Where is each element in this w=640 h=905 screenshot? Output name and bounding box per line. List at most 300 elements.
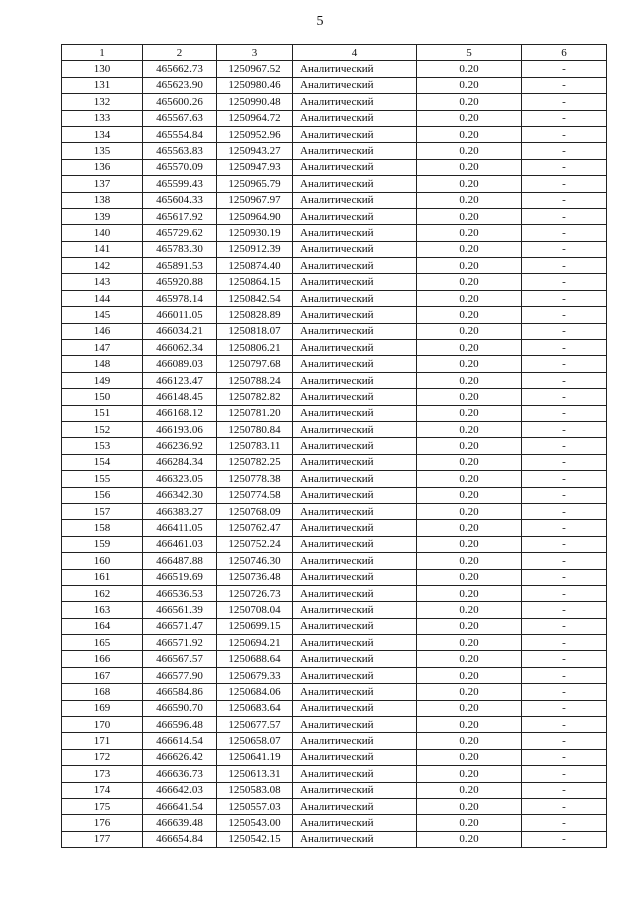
- point-number-cell: 135: [62, 143, 143, 159]
- table-row: [62, 176, 607, 192]
- x-coordinate-cell: 465617.92: [143, 208, 217, 224]
- accuracy-cell: 0.20: [417, 61, 522, 77]
- point-number-cell: 177: [62, 831, 143, 847]
- y-coordinate-cell: 1250930.19: [217, 225, 293, 241]
- method-cell: Аналитический: [293, 94, 417, 110]
- x-coordinate-cell: 466461.03: [143, 536, 217, 552]
- point-number-cell: 131: [62, 77, 143, 93]
- table-row: [62, 700, 607, 716]
- method-cell: Аналитический: [293, 536, 417, 552]
- table-header-row: [62, 45, 607, 61]
- x-coordinate-cell: 465891.53: [143, 258, 217, 274]
- y-coordinate-cell: 1250683.64: [217, 700, 293, 716]
- table-row: [62, 208, 607, 224]
- point-number-cell: 142: [62, 258, 143, 274]
- table-row: [62, 421, 607, 437]
- note-cell: -: [522, 356, 607, 372]
- x-coordinate-cell: 465567.63: [143, 110, 217, 126]
- note-cell: -: [522, 503, 607, 519]
- x-coordinate-cell: 466561.39: [143, 602, 217, 618]
- accuracy-cell: 0.20: [417, 405, 522, 421]
- y-coordinate-cell: 1250736.48: [217, 569, 293, 585]
- x-coordinate-cell: 466323.05: [143, 471, 217, 487]
- method-cell: Аналитический: [293, 815, 417, 831]
- note-cell: -: [522, 585, 607, 601]
- accuracy-cell: 0.20: [417, 503, 522, 519]
- y-coordinate-cell: 1250842.54: [217, 290, 293, 306]
- y-coordinate-cell: 1250782.25: [217, 454, 293, 470]
- note-cell: -: [522, 192, 607, 208]
- table-row: [62, 717, 607, 733]
- point-number-cell: 160: [62, 553, 143, 569]
- accuracy-cell: 0.20: [417, 536, 522, 552]
- column-header: 6: [522, 45, 607, 61]
- method-cell: Аналитический: [293, 618, 417, 634]
- x-coordinate-cell: 466284.34: [143, 454, 217, 470]
- x-coordinate-cell: 465623.90: [143, 77, 217, 93]
- accuracy-cell: 0.20: [417, 831, 522, 847]
- table-row: [62, 110, 607, 126]
- method-cell: Аналитический: [293, 454, 417, 470]
- x-coordinate-cell: 466148.45: [143, 389, 217, 405]
- point-number-cell: 162: [62, 585, 143, 601]
- y-coordinate-cell: 1250943.27: [217, 143, 293, 159]
- method-cell: Аналитический: [293, 438, 417, 454]
- point-number-cell: 159: [62, 536, 143, 552]
- x-coordinate-cell: 465600.26: [143, 94, 217, 110]
- table-row: [62, 192, 607, 208]
- accuracy-cell: 0.20: [417, 143, 522, 159]
- accuracy-cell: 0.20: [417, 77, 522, 93]
- note-cell: -: [522, 94, 607, 110]
- x-coordinate-cell: 466123.47: [143, 372, 217, 388]
- note-cell: -: [522, 520, 607, 536]
- note-cell: -: [522, 667, 607, 683]
- y-coordinate-cell: 1250699.15: [217, 618, 293, 634]
- point-number-cell: 167: [62, 667, 143, 683]
- table-row: [62, 94, 607, 110]
- method-cell: Аналитический: [293, 258, 417, 274]
- note-cell: -: [522, 421, 607, 437]
- point-number-cell: 153: [62, 438, 143, 454]
- note-cell: -: [522, 290, 607, 306]
- method-cell: Аналитический: [293, 766, 417, 782]
- y-coordinate-cell: 1250641.19: [217, 749, 293, 765]
- point-number-cell: 156: [62, 487, 143, 503]
- y-coordinate-cell: 1250964.90: [217, 208, 293, 224]
- note-cell: -: [522, 717, 607, 733]
- accuracy-cell: 0.20: [417, 438, 522, 454]
- column-header: 5: [417, 45, 522, 61]
- table-row: [62, 487, 607, 503]
- table-body: [62, 45, 607, 848]
- note-cell: -: [522, 241, 607, 257]
- accuracy-cell: 0.20: [417, 733, 522, 749]
- table-row: [62, 438, 607, 454]
- accuracy-cell: 0.20: [417, 766, 522, 782]
- point-number-cell: 140: [62, 225, 143, 241]
- point-number-cell: 149: [62, 372, 143, 388]
- point-number-cell: 166: [62, 651, 143, 667]
- method-cell: Аналитический: [293, 372, 417, 388]
- note-cell: -: [522, 208, 607, 224]
- x-coordinate-cell: 466567.57: [143, 651, 217, 667]
- y-coordinate-cell: 1250658.07: [217, 733, 293, 749]
- note-cell: -: [522, 438, 607, 454]
- table-row: [62, 618, 607, 634]
- y-coordinate-cell: 1250762.47: [217, 520, 293, 536]
- method-cell: Аналитический: [293, 782, 417, 798]
- note-cell: -: [522, 766, 607, 782]
- accuracy-cell: 0.20: [417, 585, 522, 601]
- note-cell: -: [522, 684, 607, 700]
- y-coordinate-cell: 1250947.93: [217, 159, 293, 175]
- y-coordinate-cell: 1250774.58: [217, 487, 293, 503]
- accuracy-cell: 0.20: [417, 225, 522, 241]
- method-cell: Аналитический: [293, 110, 417, 126]
- y-coordinate-cell: 1250967.52: [217, 61, 293, 77]
- method-cell: Аналитический: [293, 749, 417, 765]
- method-cell: Аналитический: [293, 569, 417, 585]
- y-coordinate-cell: 1250818.07: [217, 323, 293, 339]
- method-cell: Аналитический: [293, 667, 417, 683]
- table-row: [62, 602, 607, 618]
- x-coordinate-cell: 466584.86: [143, 684, 217, 700]
- y-coordinate-cell: 1250752.24: [217, 536, 293, 552]
- x-coordinate-cell: 466062.34: [143, 340, 217, 356]
- method-cell: Аналитический: [293, 520, 417, 536]
- accuracy-cell: 0.20: [417, 700, 522, 716]
- y-coordinate-cell: 1250828.89: [217, 307, 293, 323]
- note-cell: -: [522, 798, 607, 814]
- x-coordinate-cell: 466571.47: [143, 618, 217, 634]
- method-cell: Аналитический: [293, 503, 417, 519]
- method-cell: Аналитический: [293, 61, 417, 77]
- y-coordinate-cell: 1250980.46: [217, 77, 293, 93]
- note-cell: -: [522, 405, 607, 421]
- accuracy-cell: 0.20: [417, 520, 522, 536]
- x-coordinate-cell: 466596.48: [143, 717, 217, 733]
- y-coordinate-cell: 1250912.39: [217, 241, 293, 257]
- accuracy-cell: 0.20: [417, 684, 522, 700]
- method-cell: Аналитический: [293, 323, 417, 339]
- accuracy-cell: 0.20: [417, 553, 522, 569]
- table-row: [62, 798, 607, 814]
- table-row: [62, 651, 607, 667]
- y-coordinate-cell: 1250874.40: [217, 258, 293, 274]
- y-coordinate-cell: 1250684.06: [217, 684, 293, 700]
- method-cell: Аналитический: [293, 290, 417, 306]
- point-number-cell: 171: [62, 733, 143, 749]
- method-cell: Аналитический: [293, 602, 417, 618]
- point-number-cell: 141: [62, 241, 143, 257]
- y-coordinate-cell: 1250778.38: [217, 471, 293, 487]
- column-header: 1: [62, 45, 143, 61]
- x-coordinate-cell: 466236.92: [143, 438, 217, 454]
- point-number-cell: 176: [62, 815, 143, 831]
- point-number-cell: 136: [62, 159, 143, 175]
- table-row: [62, 323, 607, 339]
- y-coordinate-cell: 1250679.33: [217, 667, 293, 683]
- accuracy-cell: 0.20: [417, 126, 522, 142]
- method-cell: Аналитический: [293, 798, 417, 814]
- table-row: [62, 503, 607, 519]
- note-cell: -: [522, 77, 607, 93]
- x-coordinate-cell: 465563.83: [143, 143, 217, 159]
- point-number-cell: 151: [62, 405, 143, 421]
- x-coordinate-cell: 465570.09: [143, 159, 217, 175]
- table-row: [62, 159, 607, 175]
- table-row: [62, 274, 607, 290]
- table-row: [62, 815, 607, 831]
- note-cell: -: [522, 372, 607, 388]
- method-cell: Аналитический: [293, 585, 417, 601]
- table-row: [62, 77, 607, 93]
- method-cell: Аналитический: [293, 241, 417, 257]
- point-number-cell: 147: [62, 340, 143, 356]
- x-coordinate-cell: 465599.43: [143, 176, 217, 192]
- accuracy-cell: 0.20: [417, 717, 522, 733]
- note-cell: -: [522, 700, 607, 716]
- note-cell: -: [522, 733, 607, 749]
- y-coordinate-cell: 1250967.97: [217, 192, 293, 208]
- table-row: [62, 553, 607, 569]
- note-cell: -: [522, 831, 607, 847]
- y-coordinate-cell: 1250965.79: [217, 176, 293, 192]
- table-row: [62, 635, 607, 651]
- x-coordinate-cell: 466383.27: [143, 503, 217, 519]
- point-number-cell: 172: [62, 749, 143, 765]
- accuracy-cell: 0.20: [417, 798, 522, 814]
- point-number-cell: 173: [62, 766, 143, 782]
- method-cell: Аналитический: [293, 733, 417, 749]
- note-cell: -: [522, 258, 607, 274]
- accuracy-cell: 0.20: [417, 208, 522, 224]
- note-cell: -: [522, 176, 607, 192]
- accuracy-cell: 0.20: [417, 176, 522, 192]
- method-cell: Аналитический: [293, 471, 417, 487]
- table-row: [62, 684, 607, 700]
- point-number-cell: 155: [62, 471, 143, 487]
- point-number-cell: 161: [62, 569, 143, 585]
- note-cell: -: [522, 553, 607, 569]
- accuracy-cell: 0.20: [417, 372, 522, 388]
- table-row: [62, 143, 607, 159]
- table-row: [62, 766, 607, 782]
- accuracy-cell: 0.20: [417, 258, 522, 274]
- method-cell: Аналитический: [293, 307, 417, 323]
- y-coordinate-cell: 1250964.72: [217, 110, 293, 126]
- method-cell: Аналитический: [293, 356, 417, 372]
- point-number-cell: 168: [62, 684, 143, 700]
- method-cell: Аналитический: [293, 159, 417, 175]
- x-coordinate-cell: 465783.30: [143, 241, 217, 257]
- method-cell: Аналитический: [293, 487, 417, 503]
- x-coordinate-cell: 465604.33: [143, 192, 217, 208]
- table-row: [62, 290, 607, 306]
- method-cell: Аналитический: [293, 651, 417, 667]
- x-coordinate-cell: 465920.88: [143, 274, 217, 290]
- method-cell: Аналитический: [293, 225, 417, 241]
- page-number: 5: [316, 14, 324, 29]
- accuracy-cell: 0.20: [417, 192, 522, 208]
- accuracy-cell: 0.20: [417, 651, 522, 667]
- method-cell: Аналитический: [293, 126, 417, 142]
- y-coordinate-cell: 1250797.68: [217, 356, 293, 372]
- point-number-cell: 152: [62, 421, 143, 437]
- accuracy-cell: 0.20: [417, 110, 522, 126]
- accuracy-cell: 0.20: [417, 421, 522, 437]
- x-coordinate-cell: 465978.14: [143, 290, 217, 306]
- point-number-cell: 169: [62, 700, 143, 716]
- method-cell: Аналитический: [293, 274, 417, 290]
- point-number-cell: 148: [62, 356, 143, 372]
- note-cell: -: [522, 389, 607, 405]
- note-cell: -: [522, 225, 607, 241]
- note-cell: -: [522, 454, 607, 470]
- y-coordinate-cell: 1250768.09: [217, 503, 293, 519]
- x-coordinate-cell: 466639.48: [143, 815, 217, 831]
- note-cell: -: [522, 536, 607, 552]
- accuracy-cell: 0.20: [417, 323, 522, 339]
- x-coordinate-cell: 465729.62: [143, 225, 217, 241]
- y-coordinate-cell: 1250864.15: [217, 274, 293, 290]
- method-cell: Аналитический: [293, 340, 417, 356]
- point-number-cell: 157: [62, 503, 143, 519]
- x-coordinate-cell: 466641.54: [143, 798, 217, 814]
- y-coordinate-cell: 1250781.20: [217, 405, 293, 421]
- method-cell: Аналитический: [293, 176, 417, 192]
- x-coordinate-cell: 466636.73: [143, 766, 217, 782]
- y-coordinate-cell: 1250746.30: [217, 553, 293, 569]
- y-coordinate-cell: 1250583.08: [217, 782, 293, 798]
- table-row: [62, 225, 607, 241]
- note-cell: -: [522, 635, 607, 651]
- accuracy-cell: 0.20: [417, 389, 522, 405]
- table-row: [62, 372, 607, 388]
- y-coordinate-cell: 1250726.73: [217, 585, 293, 601]
- x-coordinate-cell: 466642.03: [143, 782, 217, 798]
- table-row: [62, 520, 607, 536]
- point-number-cell: 134: [62, 126, 143, 142]
- coordinates-table: [61, 44, 607, 848]
- note-cell: -: [522, 307, 607, 323]
- note-cell: -: [522, 143, 607, 159]
- x-coordinate-cell: 466034.21: [143, 323, 217, 339]
- table-row: [62, 61, 607, 77]
- accuracy-cell: 0.20: [417, 782, 522, 798]
- y-coordinate-cell: 1250783.11: [217, 438, 293, 454]
- x-coordinate-cell: 466536.53: [143, 585, 217, 601]
- y-coordinate-cell: 1250557.03: [217, 798, 293, 814]
- x-coordinate-cell: 466342.30: [143, 487, 217, 503]
- table-row: [62, 340, 607, 356]
- x-coordinate-cell: 466654.84: [143, 831, 217, 847]
- x-coordinate-cell: 466577.90: [143, 667, 217, 683]
- accuracy-cell: 0.20: [417, 635, 522, 651]
- x-coordinate-cell: 465554.84: [143, 126, 217, 142]
- point-number-cell: 154: [62, 454, 143, 470]
- accuracy-cell: 0.20: [417, 471, 522, 487]
- point-number-cell: 170: [62, 717, 143, 733]
- note-cell: -: [522, 782, 607, 798]
- accuracy-cell: 0.20: [417, 159, 522, 175]
- point-number-cell: 132: [62, 94, 143, 110]
- point-number-cell: 146: [62, 323, 143, 339]
- note-cell: -: [522, 815, 607, 831]
- method-cell: Аналитический: [293, 143, 417, 159]
- point-number-cell: 150: [62, 389, 143, 405]
- point-number-cell: 138: [62, 192, 143, 208]
- note-cell: -: [522, 749, 607, 765]
- x-coordinate-cell: 466089.03: [143, 356, 217, 372]
- x-coordinate-cell: 466626.42: [143, 749, 217, 765]
- point-number-cell: 130: [62, 61, 143, 77]
- x-coordinate-cell: 465662.73: [143, 61, 217, 77]
- method-cell: Аналитический: [293, 684, 417, 700]
- x-coordinate-cell: 466411.05: [143, 520, 217, 536]
- point-number-cell: 175: [62, 798, 143, 814]
- y-coordinate-cell: 1250952.96: [217, 126, 293, 142]
- note-cell: -: [522, 323, 607, 339]
- x-coordinate-cell: 466614.54: [143, 733, 217, 749]
- point-number-cell: 163: [62, 602, 143, 618]
- note-cell: -: [522, 61, 607, 77]
- accuracy-cell: 0.20: [417, 307, 522, 323]
- point-number-cell: 144: [62, 290, 143, 306]
- accuracy-cell: 0.20: [417, 667, 522, 683]
- point-number-cell: 164: [62, 618, 143, 634]
- accuracy-cell: 0.20: [417, 94, 522, 110]
- method-cell: Аналитический: [293, 421, 417, 437]
- method-cell: Аналитический: [293, 389, 417, 405]
- method-cell: Аналитический: [293, 635, 417, 651]
- accuracy-cell: 0.20: [417, 815, 522, 831]
- y-coordinate-cell: 1250613.31: [217, 766, 293, 782]
- accuracy-cell: 0.20: [417, 241, 522, 257]
- table-row: [62, 831, 607, 847]
- note-cell: -: [522, 618, 607, 634]
- note-cell: -: [522, 340, 607, 356]
- note-cell: -: [522, 569, 607, 585]
- point-number-cell: 174: [62, 782, 143, 798]
- y-coordinate-cell: 1250990.48: [217, 94, 293, 110]
- method-cell: Аналитический: [293, 700, 417, 716]
- method-cell: Аналитический: [293, 192, 417, 208]
- y-coordinate-cell: 1250708.04: [217, 602, 293, 618]
- x-coordinate-cell: 466193.06: [143, 421, 217, 437]
- table-row: [62, 126, 607, 142]
- method-cell: Аналитический: [293, 717, 417, 733]
- note-cell: -: [522, 651, 607, 667]
- accuracy-cell: 0.20: [417, 487, 522, 503]
- y-coordinate-cell: 1250677.57: [217, 717, 293, 733]
- accuracy-cell: 0.20: [417, 356, 522, 372]
- method-cell: Аналитический: [293, 208, 417, 224]
- y-coordinate-cell: 1250806.21: [217, 340, 293, 356]
- note-cell: -: [522, 110, 607, 126]
- point-number-cell: 133: [62, 110, 143, 126]
- table-row: [62, 454, 607, 470]
- y-coordinate-cell: 1250542.15: [217, 831, 293, 847]
- accuracy-cell: 0.20: [417, 290, 522, 306]
- table-row: [62, 782, 607, 798]
- point-number-cell: 165: [62, 635, 143, 651]
- table-row: [62, 536, 607, 552]
- point-number-cell: 158: [62, 520, 143, 536]
- table-row: [62, 258, 607, 274]
- y-coordinate-cell: 1250688.64: [217, 651, 293, 667]
